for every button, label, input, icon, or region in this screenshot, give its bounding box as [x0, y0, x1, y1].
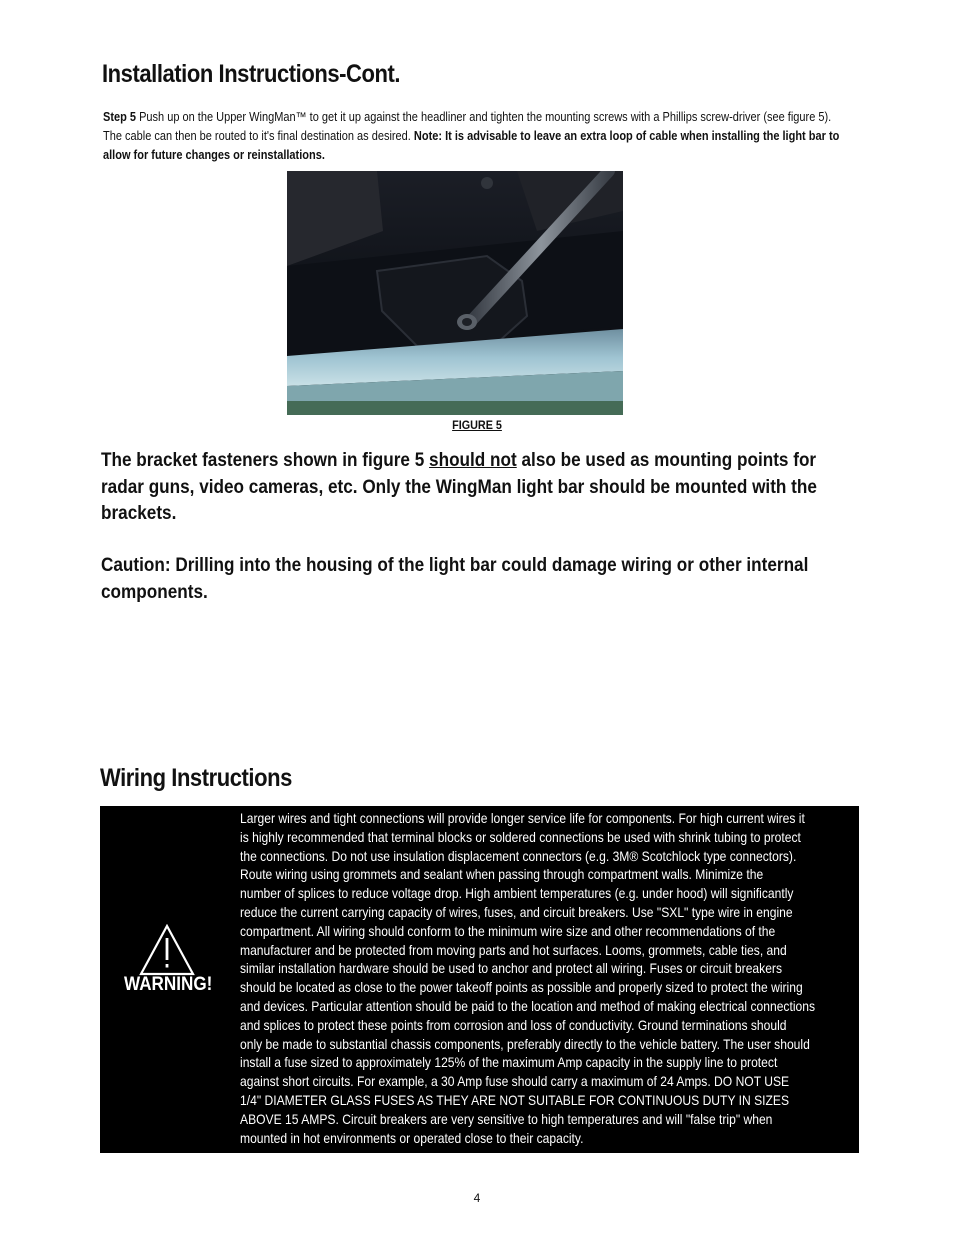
warning-triangle-icon	[139, 924, 195, 976]
bracket-screwdriver-illustration	[287, 171, 623, 415]
warning-line: and splices to protect these points from corrosion and loss of conductivity. Ground terminations should	[240, 1017, 787, 1033]
warning-box	[100, 806, 859, 1153]
warning-line: similar installation hardware should be used to anchor and protect all wiring. Fuses or circuit breakers	[240, 961, 783, 977]
warning-line: 1/4" DIAMETER GLASS FUSES AS THEY ARE NOT SUITABLE FOR CONTINUOUS DUTY IN SIZES	[240, 1092, 790, 1108]
step-note: Note: It is advisable to leave an extra loop of cable when installing the light bar to allow for future changes or reinstallations.	[103, 129, 840, 162]
page-number: 4	[473, 1191, 481, 1205]
bracket-notice	[101, 447, 823, 527]
step-5-paragraph	[103, 108, 842, 165]
warning-line: ABOVE 15 AMPS. Circuit breakers are very sensitive to high temperatures and will "false trip" when	[240, 1111, 773, 1127]
warning-line: Route wiring using grommets and sealant when passing through compartment walls. Minimize the	[240, 867, 764, 883]
bracket-text-1: The bracket fasteners shown in figure 5	[101, 449, 430, 471]
warning-line: reduce the current carrying capacity of wires, fuses, and circuit breakers. Use "SXL" type wire in engine	[240, 904, 793, 920]
warning-label: WARNING!	[124, 974, 213, 995]
step-text: Push up on the Upper WingMan™ to get it up against the headliner and tighten the mounting screws with a Phillips screw-driver (see figure 5). The cable can then be routed to it's final destination as desired.	[103, 110, 832, 143]
warning-line: manufacturer and be protected from moving parts and hot surfaces. Looms, grommets, cable ties, and	[240, 942, 787, 958]
warning-text	[240, 810, 863, 1148]
bracket-emphasis: should not	[429, 449, 517, 471]
warning-line: compartment. All wiring should conform to the minimum wire size and other recommendations of the	[240, 923, 776, 939]
warning-line: should be located as close to the power takeoff points as possible and properly sized to protect the wiring	[240, 980, 803, 996]
warning-line: Larger wires and tight connections will provide longer service life for components. For high current wires it	[240, 811, 805, 826]
wiring-section-title: Wiring Instructions	[100, 764, 292, 792]
figure-5-photo	[287, 171, 623, 415]
warning-line: the connections. Do not use insulation displacement connectors (e.g. 3M® Scotchlock type connectors).	[240, 848, 797, 864]
warning-line: number of splices to reduce voltage drop. High ambient temperatures (e.g. under hood) will significantly	[240, 886, 794, 902]
warning-line: and devices. Particular attention should be paid to the location and method of making electrical connections	[240, 998, 816, 1014]
step-label: Step 5	[103, 110, 137, 124]
caution-notice: Caution: Drilling into the housing of the light bar could damage wiring or other internal components.	[101, 554, 809, 603]
warning-line: only be made to substantial chassis components, preferably directly to the vehicle battery. The user should	[240, 1036, 810, 1052]
bracket-text-2: also be used as mounting points for radar guns, video cameras, etc. Only the WingMan light bar should be mounted with the brackets.	[101, 449, 817, 524]
warning-line: against short circuits. For example, a 30 Amp fuse should carry a maximum of 24 Amps. DO NOT USE	[240, 1074, 790, 1090]
warning-line: mounted in hot environments or operated close to their capacity.	[240, 1130, 584, 1146]
warning-line: install a fuse sized to approximately 125% of the maximum Amp capacity in the supply line to protect	[240, 1055, 778, 1071]
figure-caption: FIGURE 5	[452, 418, 502, 432]
warning-line: is highly recommended that terminal blocks or soldered connections be used with shrink tubing to protect	[240, 829, 801, 845]
page-title: Installation Instructions-Cont.	[102, 60, 401, 88]
